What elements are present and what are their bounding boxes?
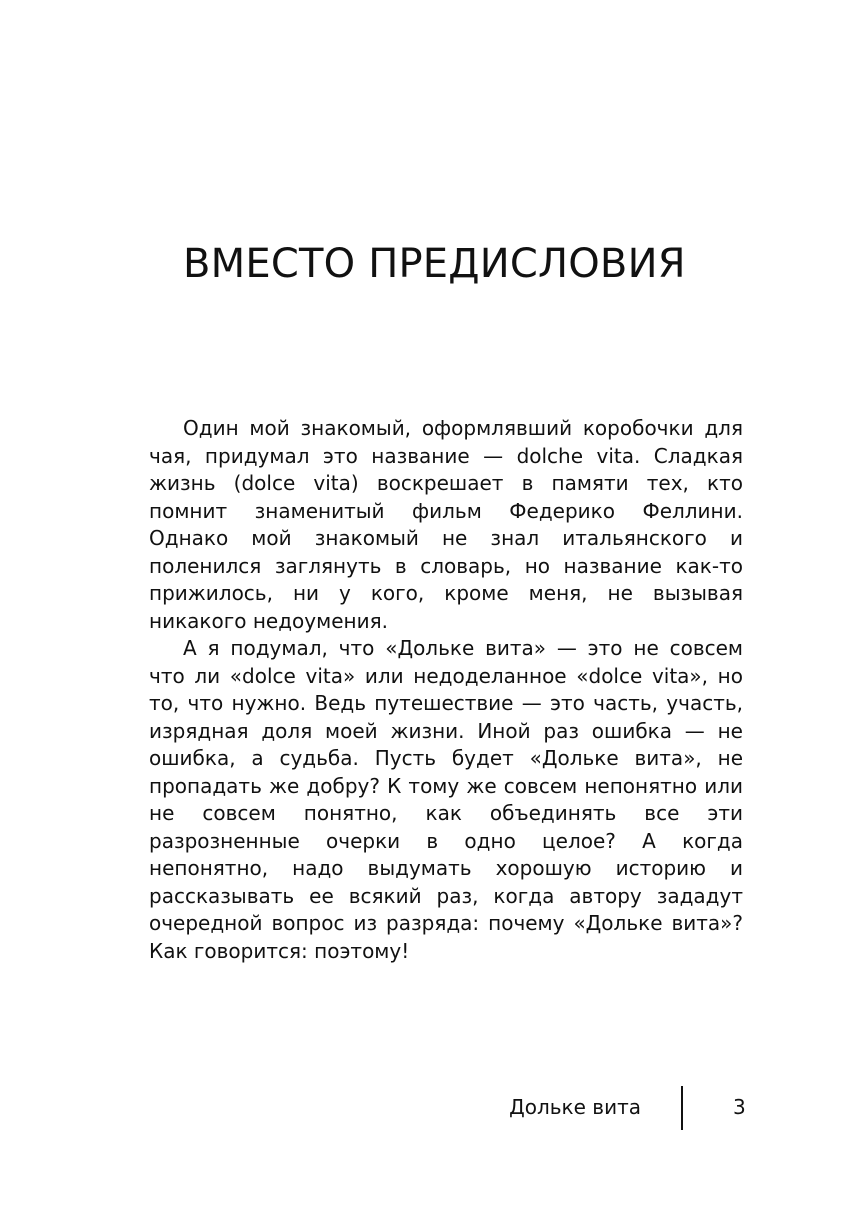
page-number: 3 — [733, 1095, 746, 1119]
chapter-title: ВМЕСТО ПРЕДИСЛОВИЯ — [183, 241, 686, 287]
paragraph-2: А я подумал, что «Дольке вита» — это не совсем что ли «dolce vita» или недоделанное «dolce vita», но то, что нужно. Ведь путешествие — это часть, участь, изрядная доля моей жизни. Иной раз ошибка — не ошибка, а судьба. Пусть будет «Дольке вита», не пропадать же добру? К тому же совсем непонятно или не совсем понятно, как объединять все эти разрозненные очерки в одно целое? А когда непонятно, надо выдумать хорошую историю и рассказывать ее всякий раз, когда автору зададут очередной вопрос из разряда: почему «Дольке вита»? Как говорится: поэтому! — [149, 636, 743, 963]
running-title: Дольке вита — [509, 1095, 641, 1119]
body-text — [149, 415, 743, 965]
paragraph-1: Один мой знакомый, оформлявший коробочки для чая, придумал это название — dolche vita. Сладкая жизнь (dolce vita) воскрешает в памяти тех, кто помнит знаменитый фильм Федерико Феллини. Однако мой знакомый не знал итальянского и поленился заглянуть в словарь, но название как-то прижилось, ни у кого, кроме меня, не вызывая никакого недоумения. — [149, 416, 743, 633]
footer-divider — [681, 1086, 683, 1130]
